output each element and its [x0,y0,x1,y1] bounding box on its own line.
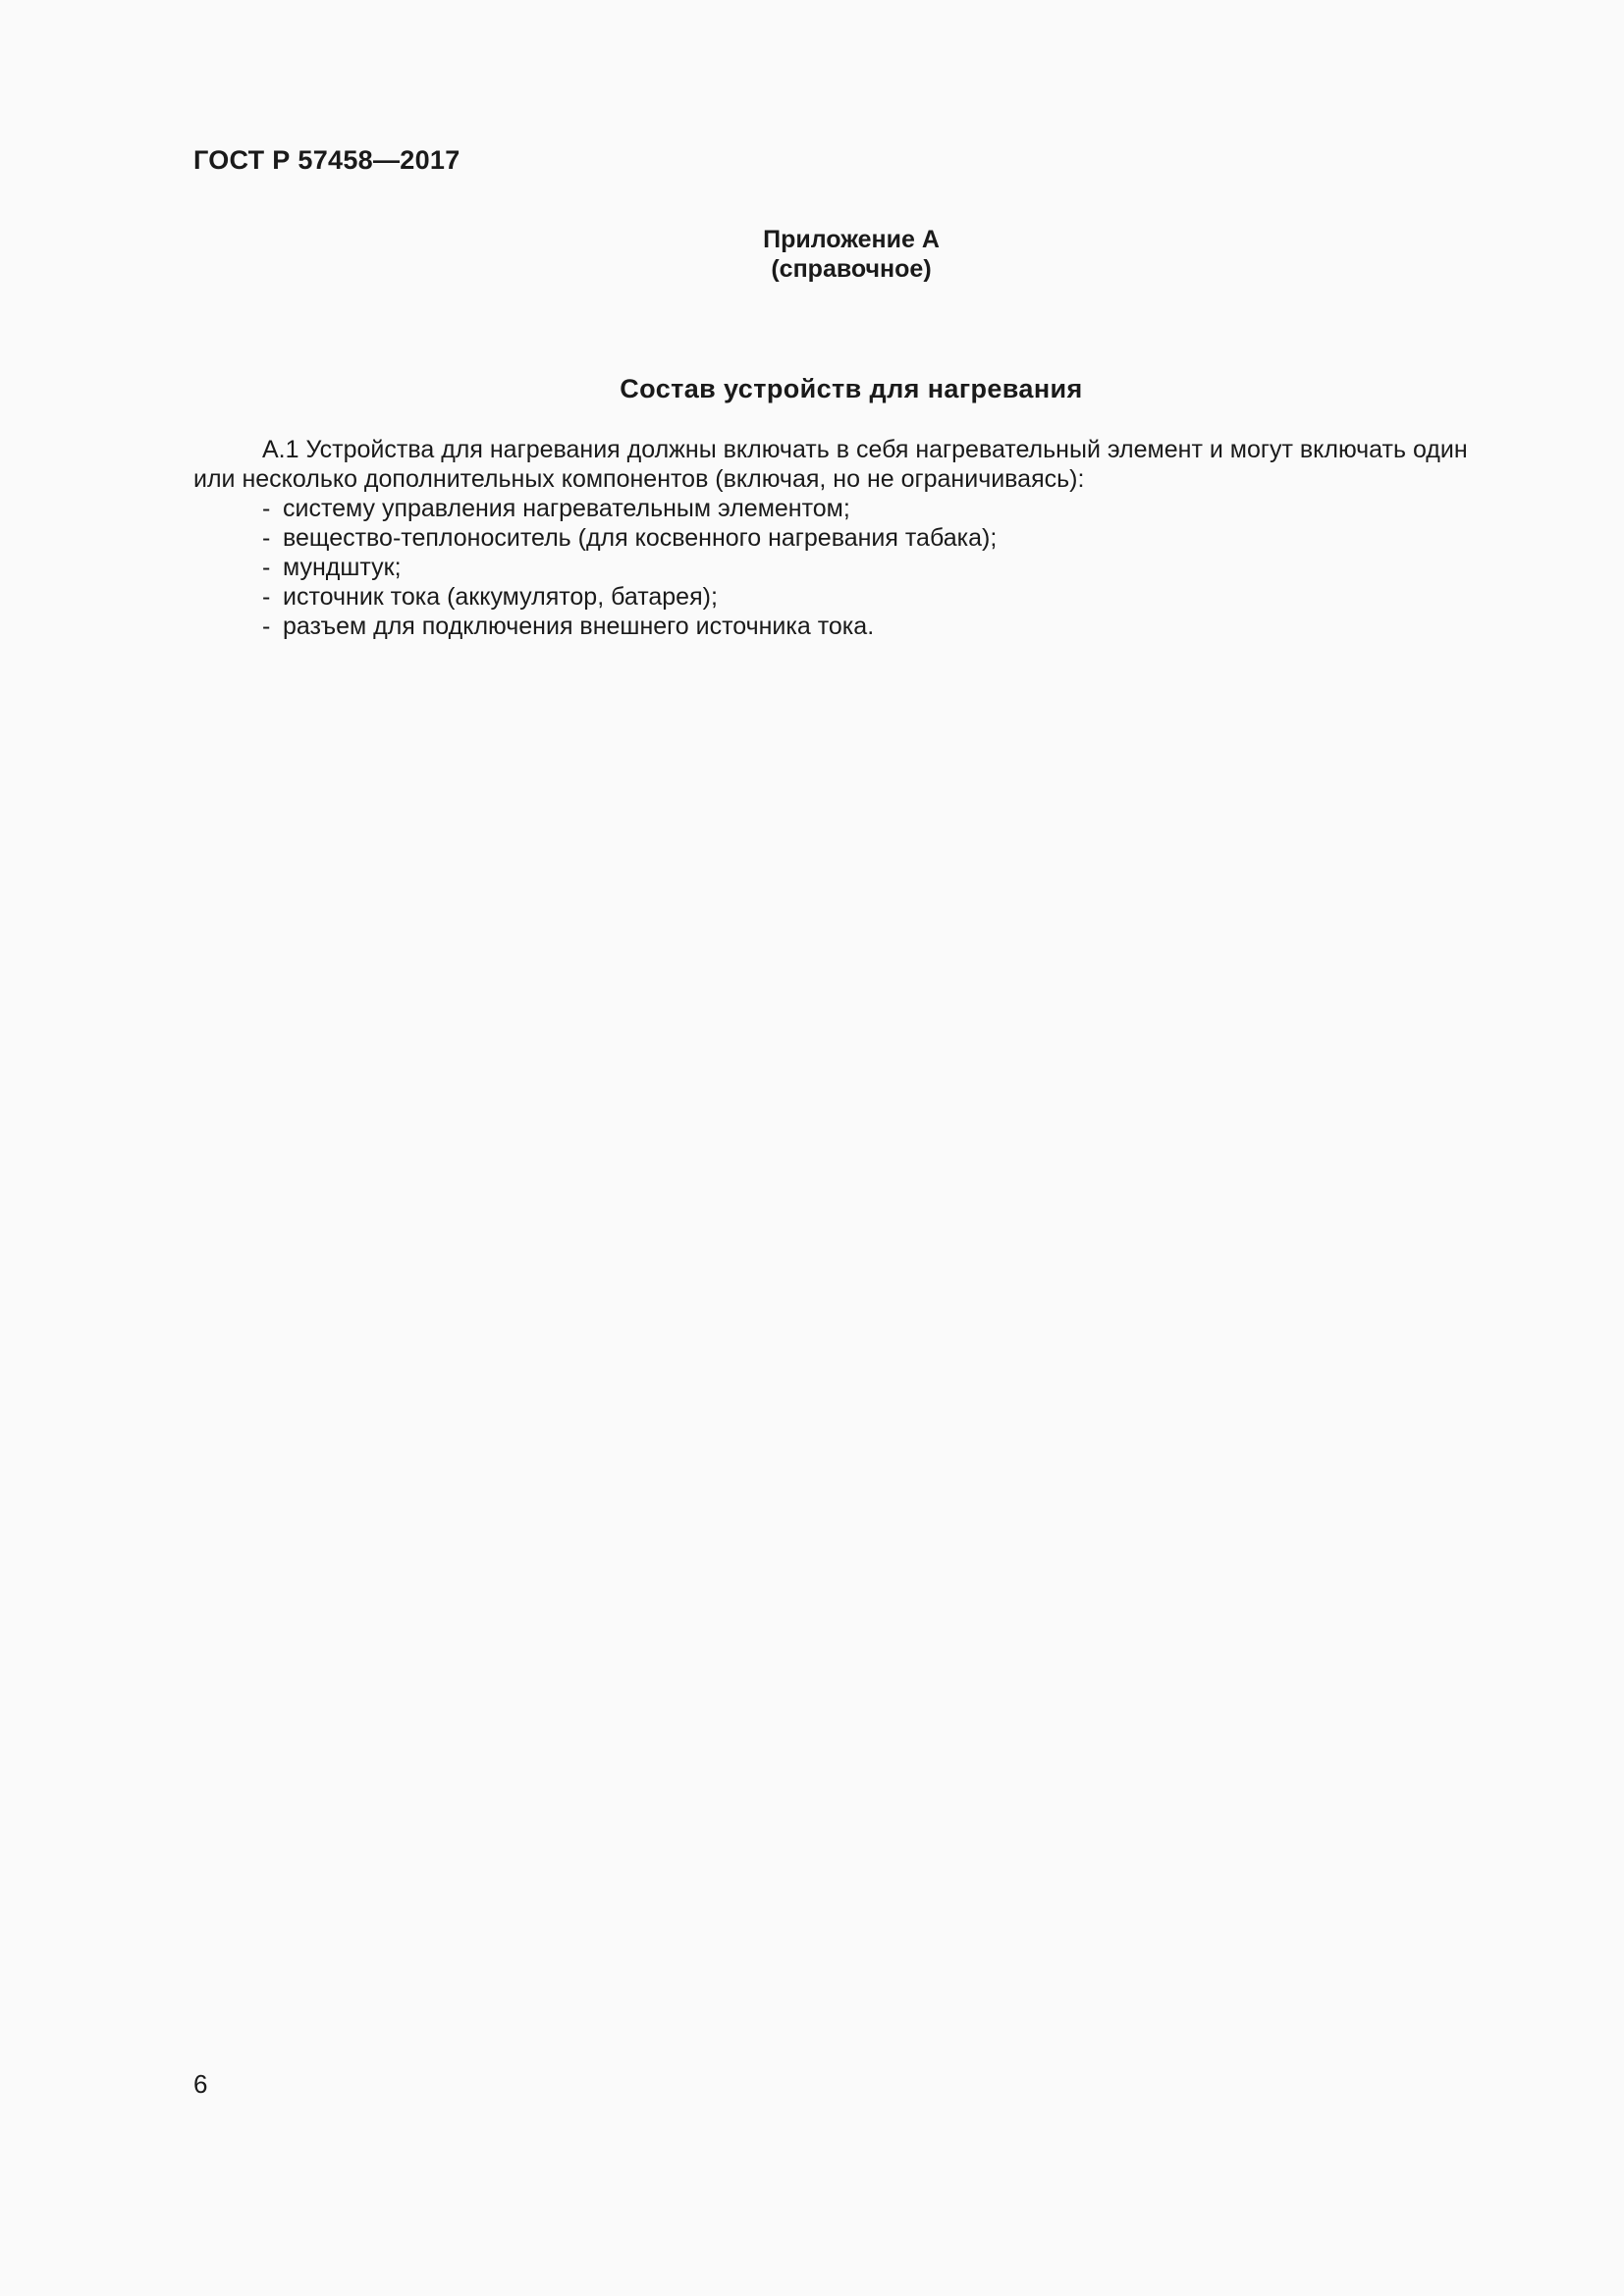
list-item [262,582,1509,612]
list-marker: - [262,495,271,522]
list-item [262,523,1509,553]
list-marker: - [262,524,271,552]
section-body [193,435,1509,641]
list-marker: - [262,583,271,611]
list-item [262,494,1509,523]
list-item [262,553,1509,582]
list-marker: - [262,613,271,640]
page-number: 6 [193,2069,208,2099]
list-item-text: мундштук; [283,554,402,581]
list-marker: - [262,554,271,581]
appendix-heading [589,225,1113,284]
section-paragraph: А.1 Устройства для нагревания должны включать в себя нагревательный элемент и могут включать один или несколько дополнительных компонентов (включая, но не ограничиваясь): [193,436,1468,493]
components-list [193,494,1509,641]
list-item-text: систему управления нагревательным элементом; [283,495,850,522]
appendix-subtitle: (справочное) [771,255,932,283]
document-code: ГОСТ Р 57458—2017 [193,145,460,175]
section-title: Состав устройств для нагревания [620,374,1083,403]
list-item-text: разъем для подключения внешнего источника тока. [283,613,875,640]
list-item [262,612,1509,641]
appendix-title: Приложение А [763,226,940,253]
list-item-text: источник тока (аккумулятор, батарея); [283,583,718,611]
list-item-text: вещество-теплоноситель (для косвенного нагревания табака); [283,524,998,552]
